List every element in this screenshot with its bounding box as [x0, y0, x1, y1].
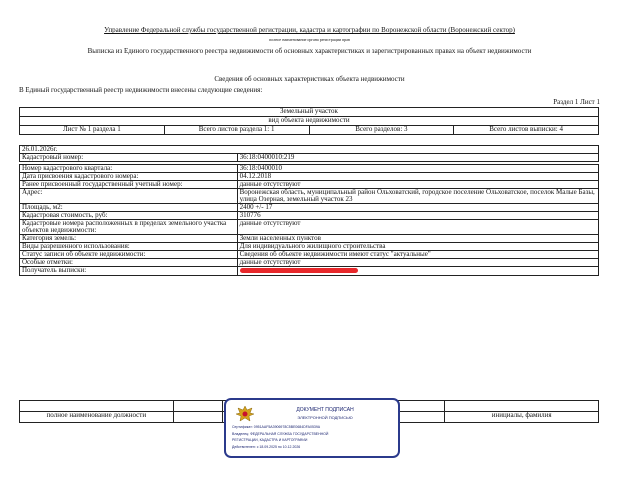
extract-date: 26.01.2026г. — [20, 146, 599, 154]
sections-total: Всего разделов: 3 — [309, 126, 454, 135]
row-label: Кадастровые номера расположенных в пределах земельного участка объектов недвижимости: — [20, 220, 238, 235]
eagle-emblem-icon — [234, 404, 256, 424]
row-value: данные отсутствуют — [237, 259, 598, 267]
row-value: 2400 +/- 17 — [237, 204, 598, 212]
sheets-total: Всего листов выписки: 4 — [454, 126, 599, 135]
recipient-row — [20, 267, 599, 276]
gap-cell — [173, 412, 222, 423]
gap-cell — [173, 401, 222, 412]
sheet-number: Лист № 1 раздела 1 — [20, 126, 165, 135]
row-value: Для индивидуального жилищного строительства — [237, 243, 598, 251]
stamp-certificate: Сертификат: 0951AAF5A3906978C5BE0684DFA0539A — [232, 425, 321, 429]
e-signature-stamp — [224, 398, 400, 458]
registrar-org-text: Управление Федеральной службы государственной регистрации, кадастра и картографии по Воронежской области (Воронежский сектор) — [104, 26, 515, 34]
gap-cell — [395, 412, 444, 423]
row-value: 04.12.2018 — [237, 173, 598, 181]
table-row — [20, 189, 599, 204]
row-value: Сведения об объекте недвижимости имеют статус "актуальные" — [237, 251, 598, 259]
row-label: Адрес: — [20, 189, 238, 204]
row-label: Виды разрешенного использования: — [20, 243, 238, 251]
extract-title: Выписка из Единого государственного реестра недвижимости об основных характеристиках и зарегистрированных правах на объект недвижимости — [87, 47, 532, 55]
position-caption: полное наименование должности — [20, 412, 174, 423]
row-label: Дата присвоения кадастрового номера: — [20, 173, 238, 181]
row-value: данные отсутствуют — [237, 220, 598, 235]
stamp-validity: Действителен: с 18.09.2025 по 10.12.2026 — [232, 445, 301, 449]
row-value: 36:18:0400010 — [237, 165, 598, 173]
row-value: Воронежская область, муниципальный район Ольховатский, городское поселение Ольховатское, поселок Малые Базы, улица Озерная, земельный участок 23 — [237, 189, 598, 204]
row-label: Кадастровая стоимость, руб: — [20, 212, 238, 220]
row-value: 36:18:0400010:219 — [237, 154, 598, 162]
object-header-table — [19, 107, 599, 135]
date-row — [20, 146, 599, 154]
row-value: 310776 — [237, 212, 598, 220]
row-label: Кадастровый номер: — [20, 154, 238, 162]
position-cell — [20, 401, 174, 412]
section-label: Раздел 1 Лист 1 — [553, 98, 600, 106]
info-title: Сведения об основных характеристиках объекта недвижимости — [214, 75, 405, 83]
row-label: Категория земель: — [20, 235, 238, 243]
stamp-owner-1: Владелец: ФЕДЕРАЛЬНАЯ СЛУЖБА ГОСУДАРСТВЕННОЙ — [232, 432, 329, 436]
section-sheets: Всего листов раздела 1: 1 — [164, 126, 309, 135]
table-row — [20, 251, 599, 259]
row-label: Статус записи об объекте недвижимости: — [20, 251, 238, 259]
object-type: Земельный участок — [20, 108, 599, 117]
row-value: данные отсутствуют — [237, 181, 598, 189]
recipient-value — [237, 267, 598, 276]
stamp-owner-2: РЕГИСТРАЦИИ, КАДАСТРА И КАРТОГРАФИИ — [232, 438, 308, 442]
row-value: Земли населенных пунктов — [237, 235, 598, 243]
object-type-caption: вид объекта недвижимости — [20, 117, 599, 126]
intro-text: В Единый государственный реестр недвижимости внесены следующие сведения: — [19, 86, 263, 94]
characteristics-table — [19, 145, 599, 276]
gap-cell — [395, 401, 444, 412]
recipient-label: Получатель выписки: — [20, 267, 238, 276]
row-label: Ранее присвоенный государственный учетный номер: — [20, 181, 238, 189]
row-label: Площадь, м2: — [20, 204, 238, 212]
name-caption: инициалы, фамилия — [445, 412, 599, 423]
name-cell — [445, 401, 599, 412]
row-label: Номер кадастрового квартала: — [20, 165, 238, 173]
stamp-subtitle: ЭЛЕКТРОННОЙ ПОДПИСЬЮ — [297, 415, 353, 420]
table-row — [20, 220, 599, 235]
redaction-mark — [240, 268, 358, 273]
table-row — [20, 259, 599, 267]
table-row — [20, 154, 599, 162]
registrar-org — [0, 26, 619, 34]
stamp-title: ДОКУМЕНТ ПОДПИСАН — [296, 407, 354, 413]
row-label: Особые отметки: — [20, 259, 238, 267]
registrar-caption: полное наименование органа регистрации прав — [269, 37, 350, 42]
